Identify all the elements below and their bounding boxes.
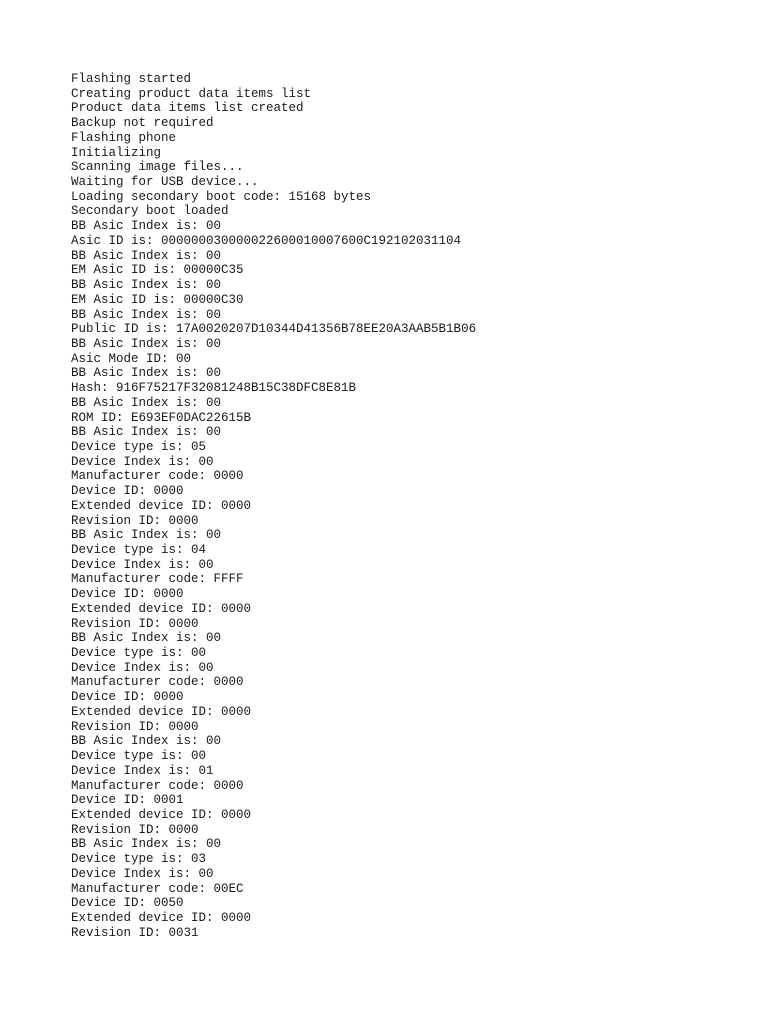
log-line: BB Asic Index is: 00 bbox=[71, 837, 222, 852]
log-line: Initializing bbox=[71, 145, 162, 160]
log-line: Product data items list created bbox=[71, 101, 304, 116]
log-line: Extended device ID: 0000 bbox=[71, 704, 252, 719]
log-line: BB Asic Index is: 00 bbox=[71, 307, 222, 322]
log-line: Revision ID: 0000 bbox=[71, 822, 199, 837]
log-line: Backup not required bbox=[71, 116, 214, 131]
log-line: Flashing phone bbox=[71, 130, 177, 145]
log-line: BB Asic Index is: 00 bbox=[71, 336, 222, 351]
log-line: Device Index is: 00 bbox=[71, 454, 214, 469]
log-line: Revision ID: 0000 bbox=[71, 616, 199, 631]
log-line: Extended device ID: 0000 bbox=[71, 498, 252, 513]
log-line: Public ID is: 17A0020207D10344D41356B78EE20A3AAB5B1B06 bbox=[71, 322, 477, 337]
log-line: Device type is: 00 bbox=[71, 646, 207, 661]
log-line: BB Asic Index is: 00 bbox=[71, 395, 222, 410]
log-line: Device Index is: 01 bbox=[71, 763, 214, 778]
log-line: Device Index is: 00 bbox=[71, 660, 214, 675]
log-line: Waiting for USB device... bbox=[71, 175, 259, 190]
log-line: Revision ID: 0000 bbox=[71, 719, 199, 734]
log-line: BB Asic Index is: 00 bbox=[71, 631, 222, 646]
log-line: Secondary boot loaded bbox=[71, 204, 229, 219]
log-line: Device type is: 05 bbox=[71, 439, 207, 454]
log-line: Device ID: 0000 bbox=[71, 690, 184, 705]
log-line: BB Asic Index is: 00 bbox=[71, 734, 222, 749]
log-line: Flashing started bbox=[71, 72, 192, 86]
log-line: Asic ID is: 000000030000022600010007600C192102031104 bbox=[71, 233, 462, 248]
log-line: Device type is: 04 bbox=[71, 543, 207, 557]
flash-log bbox=[71, 72, 751, 940]
log-line: BB Asic Index is: 00 bbox=[71, 366, 222, 381]
log-line: BB Asic Index is: 00 bbox=[71, 425, 222, 440]
log-line: ROM ID: E693EF0DAC22615B bbox=[71, 410, 252, 425]
log-line: Device type is: 03 bbox=[71, 852, 207, 867]
log-line: Device type is: 00 bbox=[71, 749, 207, 764]
log-line: Device ID: 0050 bbox=[71, 896, 184, 911]
log-line: BB Asic Index is: 00 bbox=[71, 528, 222, 543]
log-line: Extended device ID: 0000 bbox=[71, 601, 252, 616]
log-line: Device ID: 0000 bbox=[71, 484, 184, 499]
log-line: Extended device ID: 0000 bbox=[71, 910, 252, 925]
log-line: Revision ID: 0000 bbox=[71, 513, 199, 528]
log-line: Revision ID: 0031 bbox=[71, 925, 199, 940]
log-line: BB Asic Index is: 00 bbox=[71, 248, 222, 263]
log-line: Manufacturer code: FFFF bbox=[71, 572, 244, 587]
log-line: BB Asic Index is: 00 bbox=[71, 278, 222, 293]
log-line: Creating product data items list bbox=[71, 86, 312, 101]
log-line: Asic Mode ID: 00 bbox=[71, 351, 192, 366]
log-line: Device ID: 0001 bbox=[71, 793, 184, 808]
log-line: Device Index is: 00 bbox=[71, 866, 214, 881]
log-line: Manufacturer code: 0000 bbox=[71, 675, 244, 690]
log-line: Manufacturer code: 00EC bbox=[71, 881, 244, 896]
log-line: BB Asic Index is: 00 bbox=[71, 219, 222, 234]
log-line: Extended device ID: 0000 bbox=[71, 807, 252, 822]
log-line: Device Index is: 00 bbox=[71, 557, 214, 572]
log-line: Scanning image files... bbox=[71, 160, 244, 175]
log-line: EM Asic ID is: 00000C35 bbox=[71, 263, 244, 278]
log-line: Manufacturer code: 0000 bbox=[71, 778, 244, 793]
log-line: EM Asic ID is: 00000C30 bbox=[71, 292, 244, 307]
log-line: Loading secondary boot code: 15168 bytes bbox=[71, 189, 372, 204]
log-line: Device ID: 0000 bbox=[71, 587, 184, 602]
log-line: Hash: 916F75217F32081248B15C38DFC8E81B bbox=[71, 381, 357, 396]
log-line: Manufacturer code: 0000 bbox=[71, 469, 244, 484]
